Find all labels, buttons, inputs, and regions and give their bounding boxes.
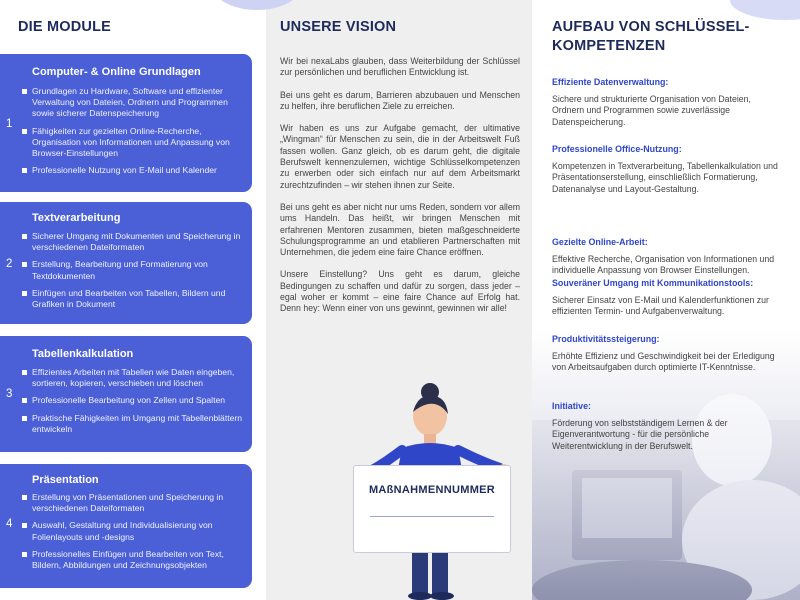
module-list bbox=[20, 492, 246, 577]
list-item: Auswahl, Gestaltung und Individualisierung von Folienlayouts und -designs bbox=[20, 520, 246, 542]
competence-text: Effektive Recherche, Organisation von Informationen und individuelle Anpassung von Browser Einstellungen. bbox=[552, 254, 775, 276]
competence-heading: Effiziente Datenverwaltung: bbox=[552, 77, 669, 87]
list-item: Fähigkeiten zur gezielten Online-Recherche, Organisation von Informationen und Anpassung von Browser-Einstellungen bbox=[20, 126, 246, 160]
list-item: Effizientes Arbeiten mit Tabellen wie Daten eingeben, sortieren, kopieren, verschieben und löschen bbox=[20, 367, 246, 389]
competences-title bbox=[552, 18, 750, 56]
competence-block bbox=[552, 237, 780, 277]
module-list bbox=[20, 367, 246, 441]
vision-paragraph: Bei uns geht es aber nicht nur ums Reden, sondern vor allem ums Handeln. Das heißt, wir bringen Menschen mit erfahrenen Mentoren zusammen, bieten maßgeschneiderte Schulungsprogramme an und etablieren Partnerschaften mit Unternehmen, die jedem eine faire Chance eröffnen. bbox=[280, 201, 520, 258]
competence-text: Sichere und strukturierte Organisation von Dateien, Ordnern und Programmen sowie zuverlässige Datenspeicherung. bbox=[552, 94, 751, 127]
competence-block bbox=[552, 278, 780, 318]
module-list bbox=[20, 86, 246, 182]
list-item: Praktische Fähigkeiten im Umgang mit Tabellenblättern entwickeln bbox=[20, 413, 246, 435]
sign-line bbox=[370, 516, 494, 517]
competence-block bbox=[552, 401, 780, 452]
module-card-4 bbox=[0, 464, 252, 588]
competence-text: Erhöhte Effizienz und Geschwindigkeit bei der Erledigung von Arbeitsaufgaben durch optimierte IT-Kenntnisse. bbox=[552, 351, 775, 373]
competence-block bbox=[552, 334, 780, 374]
measure-number-sign bbox=[353, 465, 511, 553]
vision-title: UNSERE VISION bbox=[280, 19, 397, 35]
module-number: 2 bbox=[6, 258, 13, 270]
list-item: Professionelle Bearbeitung von Zellen und Spalten bbox=[20, 395, 246, 406]
list-item: Sicherer Umgang mit Dokumenten und Speicherung in verschiedenen Dateiformaten bbox=[20, 231, 246, 253]
vision-paragraph: Bei uns geht es darum, Barrieren abzubauen und Menschen zu helfen, ihre beruflichen Ziele zu erreichen. bbox=[280, 89, 520, 111]
competences-title-line1: AUFBAU VON SCHLÜSSEL- bbox=[552, 19, 750, 35]
competence-heading: Gezielte Online-Arbeit: bbox=[552, 237, 648, 247]
module-card-2 bbox=[0, 202, 252, 324]
sign-label: MAßNAHMENNUMMER bbox=[368, 484, 496, 496]
module-card-3 bbox=[0, 336, 252, 452]
list-item: Professionelle Nutzung von E-Mail und Kalender bbox=[20, 165, 246, 176]
module-card-1 bbox=[0, 54, 252, 192]
module-title: Präsentation bbox=[32, 474, 99, 486]
list-item: Erstellung, Bearbeitung und Formatierung von Textdokumenten bbox=[20, 259, 246, 281]
list-item: Einfügen und Bearbeiten von Tabellen, Bildern und Grafiken in Dokument bbox=[20, 288, 246, 310]
modules-title: DIE MODULE bbox=[18, 19, 112, 35]
module-list bbox=[20, 231, 246, 316]
competence-text: Kompetenzen in Textverarbeitung, Tabellenkalkulation und Präsentationserstellung, einschließlich Formatierung, Datenanalyse und Layout-Gestaltung. bbox=[552, 161, 778, 194]
list-item: Erstellung von Präsentationen und Speicherung in verschiedenen Dateiformaten bbox=[20, 492, 246, 514]
module-title: Computer- & Online Grundlagen bbox=[32, 66, 201, 78]
module-title: Textverarbeitung bbox=[32, 212, 121, 224]
vision-paragraph: Unsere Einstellung? Uns geht es darum, gleiche Bedingungen zu schaffen und dafür zu sorgen, dass jeder – egal woher er kommt – eine faire Chance auf Erfolg hat. Denn hey: Wenn einer von uns gewinnt, gewinnen wir alle! bbox=[280, 269, 520, 314]
module-number: 1 bbox=[6, 118, 13, 130]
competence-text: Förderung von selbstständigem Lernen & der Eigenverantwortung - für die persönliche Weiterentwicklung in der Berufswelt. bbox=[552, 418, 728, 451]
competence-block bbox=[552, 144, 780, 195]
module-title: Tabellenkalkulation bbox=[32, 348, 134, 360]
competences-title-line2: KOMPETENZEN bbox=[552, 38, 666, 54]
competence-heading: Souveräner Umgang mit Kommunikationstools: bbox=[552, 278, 754, 288]
vision-paragraph: Wir haben es uns zur Aufgabe gemacht, der ultimative „Wingman“ für Menschen zu sein, die in der Arbeitswelt Fuß fassen wollen. Ganz gleich, ob es darum geht, die digitale Berufswelt kennenzulernen, wichtige Schlüsselkompetenzen zu erwerben oder sich einfach nur auf dem Arbeitsmarkt zurechtzufinden – wir stehen ihnen zur Seite. bbox=[280, 123, 520, 190]
module-number: 4 bbox=[6, 518, 13, 530]
competence-heading: Initiative: bbox=[552, 401, 591, 411]
competence-block bbox=[552, 77, 780, 128]
competence-heading: Produktivitätssteigerung: bbox=[552, 334, 660, 344]
vision-text bbox=[280, 56, 520, 326]
list-item: Grundlagen zu Hardware, Software und effizienter Verwaltung von Dateien, Ordnern und Programmen sowie sicherer Datenspeicherung bbox=[20, 86, 246, 120]
competence-text: Sicherer Einsatz von E-Mail und Kalenderfunktionen zur effizienten Termin- und Aufgabenverwaltung. bbox=[552, 295, 769, 317]
list-item: Professionelles Einfügen und Bearbeiten von Text, Bildern, Abbildungen und Zeichnungsobjekten bbox=[20, 549, 246, 571]
vision-paragraph: Wir bei nexaLabs glauben, dass Weiterbildung der Schlüssel zur persönlichen und beruflichen Entwicklung ist. bbox=[280, 56, 520, 78]
competence-heading: Professionelle Office-Nutzung: bbox=[552, 144, 682, 154]
module-number: 3 bbox=[6, 388, 13, 400]
